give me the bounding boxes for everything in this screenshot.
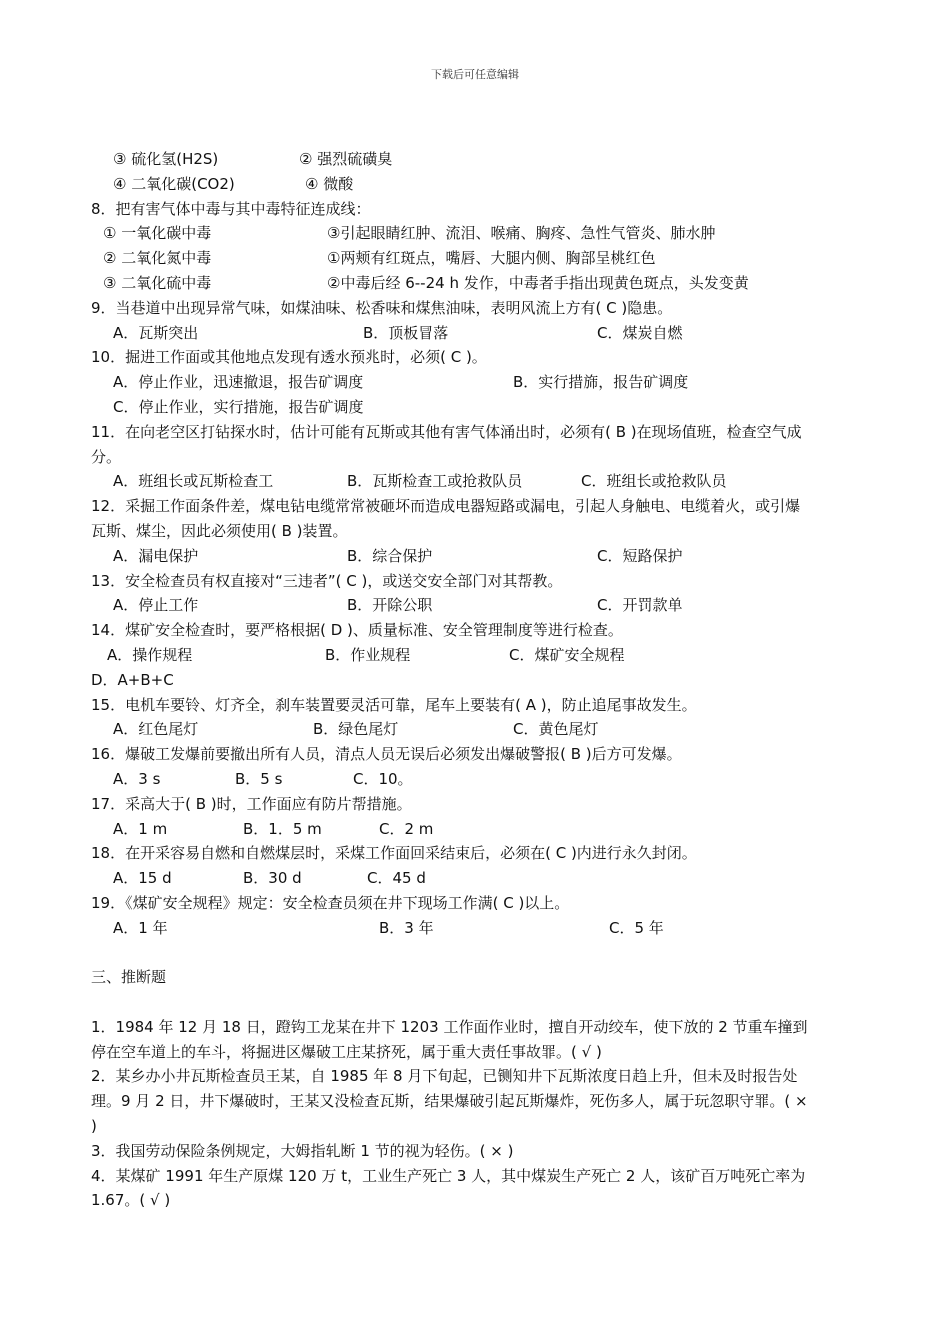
question-line: 3．我国劳动保险条例规定，大姆指轧断 1 节的视为轻伤。( × ) [91, 1141, 514, 1160]
option-text: B．开除公职 [347, 596, 433, 615]
option-text: C．短路保护 [597, 546, 683, 565]
question-line: 13．安全检查员有权直接对“三违者”( C )，或送交安全部门对其帮教。 [91, 571, 563, 590]
option-row [91, 246, 811, 271]
question-line: 16．爆破工发爆前要撤出所有人员，清点人员无误后必须发出爆破警报( B )后方可发爆。 [91, 745, 682, 764]
paragraph: 12．采掘工作面条件差，煤电钻电缆常常被砸坏而造成电器短路或漏电，引起人身触电、电缆着火，或引爆瓦斯、煤尘，因此必须使用( B )装置。 [91, 497, 801, 540]
question-line: 18．在开采容易自燃和自燃煤层时，采煤工作面回采结束后，必须在( C )内进行永久封闭。 [91, 844, 697, 863]
option-row [91, 817, 811, 842]
option-text: B．5 s [235, 769, 283, 788]
option-row [91, 271, 811, 296]
option-text: C．2 m [379, 819, 434, 838]
question-line: 9．当巷道中出现异常气味，如煤油味、松香味和煤焦油味，表明风流上方有( C )隐患。 [91, 298, 673, 317]
option-text: B．作业规程 [325, 645, 411, 664]
option-text: ③ 二氧化硫中毒 [103, 273, 212, 292]
option-row [91, 544, 811, 569]
option-text: C．45 d [367, 869, 426, 888]
option-row [91, 321, 811, 346]
question-line: 17．采高大于( B )时，工作面应有防片帮措施。 [91, 794, 412, 813]
option-text: B．3 年 [379, 918, 434, 937]
option-text: A．1 年 [113, 918, 168, 937]
option-text: B．综合保护 [347, 546, 433, 565]
option-row [91, 147, 811, 172]
option-text: ④ 微酸 [305, 174, 354, 193]
option-row [91, 172, 811, 197]
paragraph: 1．1984 年 12 月 18 日，蹬钩工龙某在井下 1203 工作面作业时，擅自开动绞车，使下放的 2 节重车撞到停在空车道上的车斗，将掘进区爆破工庄某挤死，属于重大责任事故罪。( √ ) [91, 1017, 808, 1061]
question-line: 14．煤矿安全检查时，要严格根据( D )、质量标准、安全管理制度等进行检查。 [91, 621, 623, 640]
blank-line [91, 990, 811, 1015]
document-body [91, 147, 811, 1213]
question-line: 10．掘进工作面或其他地点发现有透水预兆时，必须( C )。 [91, 348, 487, 367]
option-text: B．1．5 m [243, 819, 322, 838]
option-text: ② 强烈硫磺臭 [299, 150, 393, 168]
option-text: B．瓦斯检查工或抢救队员 [347, 472, 523, 491]
question-line: D．A+B+C [91, 670, 174, 689]
option-row [91, 916, 811, 941]
option-text: C．开罚款单 [597, 596, 683, 615]
question-line: 8．把有害气体中毒与其中毒特征连成线： [91, 199, 371, 218]
option-text: C．煤炭自燃 [597, 323, 683, 342]
option-text: C．煤矿安全规程 [509, 645, 625, 664]
option-row [91, 469, 811, 494]
option-row [91, 643, 811, 668]
option-row [91, 370, 811, 395]
option-text: A．3 s [113, 769, 161, 788]
option-text: ①两颊有红斑点，嘴唇、大腿内侧、胸部呈桃红色 [327, 249, 656, 268]
page-header: 下载后可任意编辑 [431, 68, 519, 81]
option-text: A．红色尾灯 [113, 720, 199, 739]
paragraph: 2．某乡办小井瓦斯检查员王某，自 1985 年 8 月下旬起，已铡知井下瓦斯浓度日趋上升，但未及时报告处理。9 月 2 日，井下爆破时，王某又没检查瓦斯，结果爆破引起瓦斯爆炸，死伤多人，属于玩忽职守罪。( × ) [91, 1067, 808, 1136]
question-line: 三、推断题 [91, 968, 167, 987]
option-text: A．停止作业，迅速撤退，报告矿调度 [113, 373, 364, 392]
question-line: 19．《煤矿安全规程》规定：安全检查员须在井下现场工作满( C )以上。 [91, 893, 570, 912]
option-text: A．停止工作 [113, 596, 199, 615]
option-text: C．班组长或抢救队员 [581, 472, 727, 491]
option-text: ③引起眼睛红肿、流泪、喉痛、胸疼、急性气管炎、肺水肿 [327, 224, 716, 243]
option-row [91, 593, 811, 618]
option-text: B．绿色尾灯 [313, 720, 399, 739]
blank-line [91, 941, 811, 966]
option-text: A．操作规程 [107, 645, 193, 664]
option-row [91, 221, 811, 246]
option-text: ②中毒后经 6--24 h 发作，中毒者手指出现黄色斑点，头发变黄 [327, 273, 749, 292]
option-text: C．10。 [353, 769, 413, 788]
option-row [91, 767, 811, 792]
question-line: 15．电机车要铃、灯齐全，刹车装置要灵活可靠，尾车上要装有( A )，防止追尾事故发生。 [91, 695, 697, 714]
option-text: A．瓦斯突出 [113, 323, 199, 342]
option-text: A．15 d [113, 869, 172, 888]
option-text: ① 一氧化碳中毒 [103, 224, 212, 243]
option-text: C．黄色尾灯 [513, 720, 599, 739]
option-text: A．漏电保护 [113, 546, 199, 565]
option-text: A．1 m [113, 819, 168, 838]
option-text: A．班组长或瓦斯检查工 [113, 472, 274, 491]
option-text: ④ 二氧化碳(CO2) [113, 174, 235, 193]
option-text: B．实行措旆，报告矿调度 [513, 373, 689, 392]
paragraph: 11．在向老空区打钻探水时，估计可能有瓦斯或其他有害气体涌出时，必须有( B )在现场值班，检查空气成分。 [91, 422, 802, 466]
option-row [91, 395, 811, 420]
option-text: C．停止作业，实行措施，报告矿调度 [113, 397, 364, 416]
option-row [91, 866, 811, 891]
option-text: B．30 d [243, 869, 302, 888]
option-text: B．顶板冒落 [363, 323, 449, 342]
option-text: ② 二氧化氮中毒 [103, 249, 212, 268]
option-text: ③ 硫化氢(H2S) [113, 150, 219, 168]
option-text: C．5 年 [609, 918, 664, 937]
option-row [91, 717, 811, 742]
paragraph: 4．某煤矿 1991 年生产原煤 120 万 t，工业生产死亡 3 人，其中煤炭生产死亡 2 人，该矿百万吨死亡率为 1.67。( √ ) [91, 1166, 806, 1210]
